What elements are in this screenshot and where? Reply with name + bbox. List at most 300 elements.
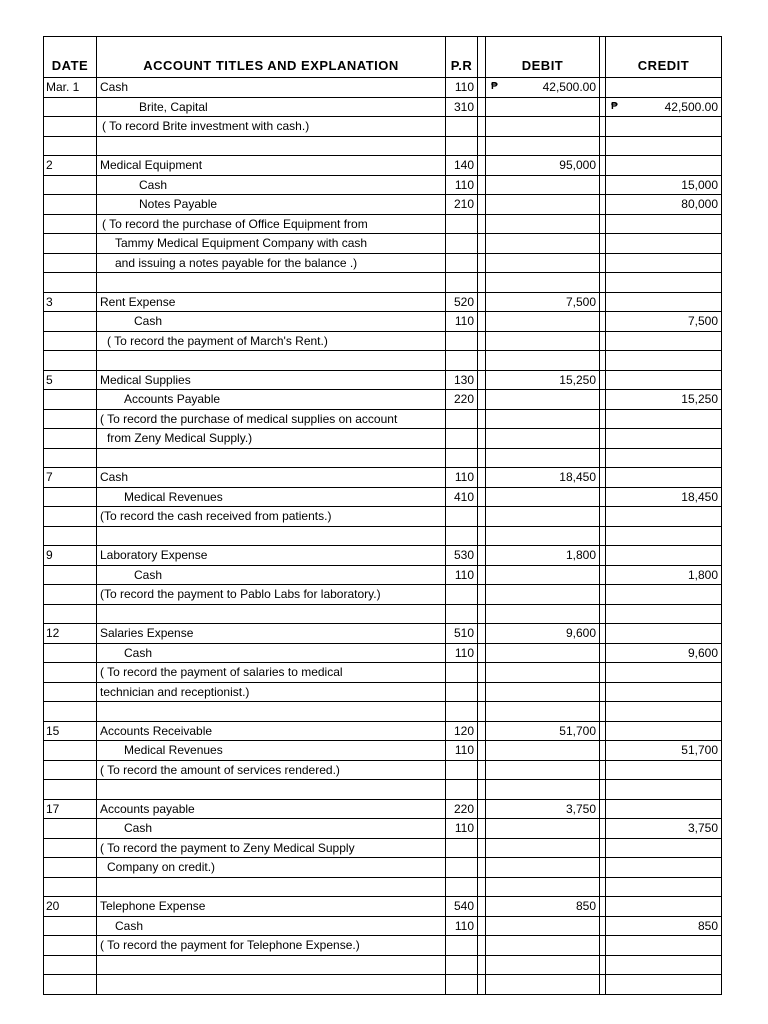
credit-cell [606, 975, 722, 995]
column-gap [478, 273, 486, 293]
debit-cell [486, 799, 600, 819]
account-title [97, 273, 446, 293]
column-gap [478, 877, 486, 897]
posting-reference [446, 760, 478, 780]
column-gap [478, 195, 486, 215]
credit-cell [606, 429, 722, 449]
column-gap [478, 546, 486, 566]
debit-amount: 42,500.00 [542, 80, 596, 95]
credit-cell [606, 97, 722, 117]
column-gap [478, 604, 486, 624]
journal-row [44, 351, 722, 371]
account-title [97, 448, 446, 468]
debit-cell [486, 975, 600, 995]
entry-date [44, 936, 97, 956]
account-title: Cash [97, 468, 446, 488]
entry-date: Mar. 1 [44, 78, 97, 98]
posting-reference [446, 936, 478, 956]
debit-cell [486, 117, 600, 137]
column-gap [478, 487, 486, 507]
debit-cell [486, 195, 600, 215]
debit-cell [486, 604, 600, 624]
account-title [97, 877, 446, 897]
entry-date [44, 585, 97, 605]
entry-date [44, 682, 97, 702]
account-title: technician and receptionist.) [97, 682, 446, 702]
account-title: Cash [97, 643, 446, 663]
credit-cell [606, 78, 722, 98]
debit-cell [486, 331, 600, 351]
credit-cell [606, 526, 722, 546]
entry-date [44, 234, 97, 254]
debit-cell [486, 682, 600, 702]
credit-cell [606, 117, 722, 137]
credit-cell [606, 682, 722, 702]
credit-amount: 18,450 [681, 489, 718, 504]
column-gap [478, 682, 486, 702]
credit-cell [606, 136, 722, 156]
debit-amount: 51,700 [559, 723, 596, 738]
credit-cell [606, 312, 722, 332]
journal-row [44, 234, 722, 254]
column-gap [478, 253, 486, 273]
posting-reference [446, 234, 478, 254]
debit-amount: 7,500 [565, 294, 596, 309]
entry-date: 15 [44, 721, 97, 741]
debit-amount: 95,000 [559, 158, 596, 173]
entry-date [44, 916, 97, 936]
entry-date [44, 858, 97, 878]
debit-cell [486, 487, 600, 507]
credit-amount: 51,700 [681, 743, 718, 758]
account-title: ( To record the payment of salaries to medical [97, 663, 446, 683]
account-title: ( To record the payment of March's Rent.) [97, 331, 446, 351]
posting-reference [446, 858, 478, 878]
column-gap [478, 331, 486, 351]
credit-cell [606, 897, 722, 917]
credit-cell [606, 663, 722, 683]
credit-cell [606, 448, 722, 468]
account-title: Cash [97, 819, 446, 839]
debit-cell [486, 780, 600, 800]
entry-date [44, 663, 97, 683]
entry-date [44, 702, 97, 722]
debit-cell [486, 741, 600, 761]
journal-row [44, 487, 722, 507]
credit-cell [606, 175, 722, 195]
entry-date [44, 195, 97, 215]
general-journal [43, 36, 721, 995]
entry-date [44, 175, 97, 195]
column-gap [478, 390, 486, 410]
account-title: ( To record the purchase of Office Equipment from [97, 214, 446, 234]
column-gap [478, 136, 486, 156]
debit-cell [486, 448, 600, 468]
journal-row [44, 175, 722, 195]
debit-cell [486, 292, 600, 312]
journal-row [44, 780, 722, 800]
posting-reference: 110 [446, 819, 478, 839]
entry-date [44, 253, 97, 273]
journal-row [44, 975, 722, 995]
journal-row [44, 624, 722, 644]
posting-reference [446, 702, 478, 722]
credit-cell [606, 643, 722, 663]
debit-amount: 18,450 [559, 470, 596, 485]
debit-cell [486, 273, 600, 293]
column-gap [478, 975, 486, 995]
posting-reference: 110 [446, 643, 478, 663]
credit-cell [606, 390, 722, 410]
column-gap [478, 741, 486, 761]
posting-reference: 220 [446, 799, 478, 819]
journal-row [44, 643, 722, 663]
debit-cell [486, 663, 600, 683]
account-title: ( To record the purchase of medical supplies on account [97, 409, 446, 429]
debit-cell [486, 721, 600, 741]
column-gap [478, 214, 486, 234]
posting-reference [446, 682, 478, 702]
journal-row [44, 390, 722, 410]
credit-cell [606, 838, 722, 858]
journal-row [44, 97, 722, 117]
journal-row [44, 721, 722, 741]
debit-cell [486, 468, 600, 488]
credit-cell [606, 565, 722, 585]
journal-row [44, 604, 722, 624]
account-title: Accounts Receivable [97, 721, 446, 741]
debit-cell [486, 156, 600, 176]
column-gap [478, 507, 486, 527]
credit-amount: 850 [697, 918, 718, 933]
credit-header: CREDIT [606, 37, 722, 78]
posting-reference [446, 663, 478, 683]
journal-row [44, 468, 722, 488]
column-gap [478, 292, 486, 312]
column-gap [478, 370, 486, 390]
column-gap [478, 97, 486, 117]
debit-cell [486, 97, 600, 117]
account-header: ACCOUNT TITLES AND EXPLANATION [97, 37, 446, 78]
date-header: DATE [44, 37, 97, 78]
journal-row [44, 370, 722, 390]
posting-reference: 120 [446, 721, 478, 741]
credit-amount: 3,750 [687, 821, 718, 836]
posting-reference [446, 955, 478, 975]
posting-reference: 110 [446, 312, 478, 332]
posting-reference: 110 [446, 468, 478, 488]
journal-row [44, 858, 722, 878]
posting-reference: 540 [446, 897, 478, 917]
account-title: ( To record the payment to Zeny Medical Supply [97, 838, 446, 858]
debit-cell [486, 897, 600, 917]
posting-reference [446, 351, 478, 371]
column-gap [478, 838, 486, 858]
posting-reference: 530 [446, 546, 478, 566]
column-gap [478, 526, 486, 546]
posting-reference [446, 877, 478, 897]
credit-amount: 1,800 [687, 567, 718, 582]
account-title [97, 702, 446, 722]
credit-cell [606, 487, 722, 507]
posting-reference: 310 [446, 97, 478, 117]
column-gap [478, 448, 486, 468]
entry-date: 17 [44, 799, 97, 819]
credit-cell [606, 819, 722, 839]
account-title: Rent Expense [97, 292, 446, 312]
debit-cell [486, 702, 600, 722]
entry-date [44, 643, 97, 663]
journal-row [44, 663, 722, 683]
posting-reference [446, 585, 478, 605]
account-title: Salaries Expense [97, 624, 446, 644]
posting-reference [446, 136, 478, 156]
account-title: Tammy Medical Equipment Company with cash [97, 234, 446, 254]
column-gap [478, 409, 486, 429]
credit-cell [606, 214, 722, 234]
credit-amount: 15,250 [681, 392, 718, 407]
debit-cell [486, 214, 600, 234]
posting-reference [446, 780, 478, 800]
credit-cell [606, 468, 722, 488]
credit-cell [606, 702, 722, 722]
journal-row [44, 838, 722, 858]
posting-reference: 520 [446, 292, 478, 312]
account-title [97, 975, 446, 995]
debit-cell [486, 253, 600, 273]
debit-cell [486, 409, 600, 429]
account-title: ( To record the payment for Telephone Expense.) [97, 936, 446, 956]
column-gap [478, 936, 486, 956]
credit-cell [606, 273, 722, 293]
credit-cell [606, 292, 722, 312]
posting-reference [446, 507, 478, 527]
debit-amount: 3,750 [565, 801, 596, 816]
credit-cell [606, 721, 722, 741]
account-title: (To record the payment to Pablo Labs for laboratory.) [97, 585, 446, 605]
journal-row [44, 136, 722, 156]
credit-amount: 15,000 [681, 177, 718, 192]
credit-amount: 80,000 [681, 197, 718, 212]
journal-row [44, 741, 722, 761]
posting-reference [446, 429, 478, 449]
account-title: from Zeny Medical Supply.) [97, 429, 446, 449]
debit-cell [486, 760, 600, 780]
entry-date: 5 [44, 370, 97, 390]
account-title: and issuing a notes payable for the balance .) [97, 253, 446, 273]
entry-date: 9 [44, 546, 97, 566]
debit-cell [486, 838, 600, 858]
entry-date [44, 136, 97, 156]
journal-row [44, 448, 722, 468]
posting-reference [446, 526, 478, 546]
account-title: Medical Revenues [97, 741, 446, 761]
posting-reference: 110 [446, 916, 478, 936]
posting-reference: 210 [446, 195, 478, 215]
journal-row [44, 117, 722, 137]
debit-cell [486, 78, 600, 98]
journal-row [44, 195, 722, 215]
entry-date [44, 273, 97, 293]
account-title: Brite, Capital [97, 97, 446, 117]
credit-cell [606, 370, 722, 390]
column-gap [478, 351, 486, 371]
journal-row [44, 214, 722, 234]
journal-body [44, 78, 722, 995]
journal-row [44, 156, 722, 176]
credit-cell [606, 916, 722, 936]
debit-cell [486, 955, 600, 975]
column-gap [478, 780, 486, 800]
debit-cell [486, 136, 600, 156]
debit-cell [486, 526, 600, 546]
posting-reference [446, 975, 478, 995]
posting-reference [446, 604, 478, 624]
journal-row [44, 955, 722, 975]
posting-reference: 110 [446, 175, 478, 195]
debit-cell [486, 390, 600, 410]
journal-row [44, 409, 722, 429]
column-gap [478, 585, 486, 605]
pr-header: P.R [446, 37, 478, 78]
entry-date: 20 [44, 897, 97, 917]
entry-date [44, 429, 97, 449]
journal-row [44, 273, 722, 293]
credit-cell [606, 234, 722, 254]
posting-reference: 110 [446, 741, 478, 761]
journal-row [44, 292, 722, 312]
column-gap [478, 897, 486, 917]
journal-table [43, 36, 722, 995]
account-title [97, 780, 446, 800]
column-gap [478, 565, 486, 585]
posting-reference: 110 [446, 565, 478, 585]
journal-row [44, 702, 722, 722]
account-title: Cash [97, 175, 446, 195]
journal-row [44, 565, 722, 585]
journal-row [44, 546, 722, 566]
entry-date [44, 214, 97, 234]
debit-cell [486, 916, 600, 936]
column-gap [478, 78, 486, 98]
debit-cell [486, 877, 600, 897]
account-title: Cash [97, 78, 446, 98]
column-gap [478, 624, 486, 644]
debit-amount: 850 [575, 899, 596, 914]
credit-cell [606, 156, 722, 176]
column-gap [478, 721, 486, 741]
debit-cell [486, 936, 600, 956]
account-title: Medical Equipment [97, 156, 446, 176]
entry-date [44, 351, 97, 371]
entry-date [44, 838, 97, 858]
credit-cell [606, 409, 722, 429]
credit-amount: 9,600 [687, 645, 718, 660]
credit-cell [606, 507, 722, 527]
journal-row [44, 585, 722, 605]
entry-date [44, 741, 97, 761]
column-gap [478, 643, 486, 663]
column-gap [478, 429, 486, 449]
account-title [97, 526, 446, 546]
credit-cell [606, 331, 722, 351]
journal-row [44, 507, 722, 527]
posting-reference: 140 [446, 156, 478, 176]
posting-reference: 220 [446, 390, 478, 410]
entry-date [44, 780, 97, 800]
account-title: Medical Supplies [97, 370, 446, 390]
credit-cell [606, 760, 722, 780]
debit-cell [486, 234, 600, 254]
credit-cell [606, 780, 722, 800]
debit-cell [486, 175, 600, 195]
journal-row [44, 429, 722, 449]
account-title: Accounts payable [97, 799, 446, 819]
entry-date [44, 975, 97, 995]
debit-cell [486, 370, 600, 390]
credit-cell [606, 877, 722, 897]
journal-row [44, 526, 722, 546]
column-gap [478, 312, 486, 332]
entry-date [44, 877, 97, 897]
debit-amount: 1,800 [565, 548, 596, 563]
posting-reference: 130 [446, 370, 478, 390]
posting-reference [446, 214, 478, 234]
column-gap [478, 916, 486, 936]
entry-date [44, 448, 97, 468]
entry-date [44, 487, 97, 507]
debit-cell [486, 624, 600, 644]
posting-reference [446, 838, 478, 858]
journal-row [44, 253, 722, 273]
entry-date [44, 760, 97, 780]
account-title: Accounts Payable [97, 390, 446, 410]
column-gap [478, 175, 486, 195]
debit-cell [486, 429, 600, 449]
column-gap [478, 117, 486, 137]
credit-cell [606, 351, 722, 371]
credit-cell [606, 799, 722, 819]
debit-cell [486, 507, 600, 527]
posting-reference [446, 273, 478, 293]
posting-reference: 410 [446, 487, 478, 507]
column-gap [478, 663, 486, 683]
credit-cell [606, 546, 722, 566]
debit-amount: 15,250 [559, 372, 596, 387]
credit-cell [606, 195, 722, 215]
column-gap [478, 234, 486, 254]
credit-amount: 42,500.00 [664, 99, 718, 114]
account-title [97, 136, 446, 156]
peso-sign: ₱ [491, 81, 498, 93]
journal-row [44, 682, 722, 702]
entry-date [44, 565, 97, 585]
credit-amount: 7,500 [687, 314, 718, 329]
entry-date [44, 331, 97, 351]
journal-row [44, 819, 722, 839]
account-title: Notes Payable [97, 195, 446, 215]
entry-date: 12 [44, 624, 97, 644]
posting-reference: 110 [446, 78, 478, 98]
account-title: Telephone Expense [97, 897, 446, 917]
credit-cell [606, 741, 722, 761]
posting-reference [446, 331, 478, 351]
debit-header: DEBIT [486, 37, 600, 78]
header-row [44, 37, 722, 78]
account-title: Cash [97, 916, 446, 936]
posting-reference [446, 409, 478, 429]
debit-cell [486, 565, 600, 585]
